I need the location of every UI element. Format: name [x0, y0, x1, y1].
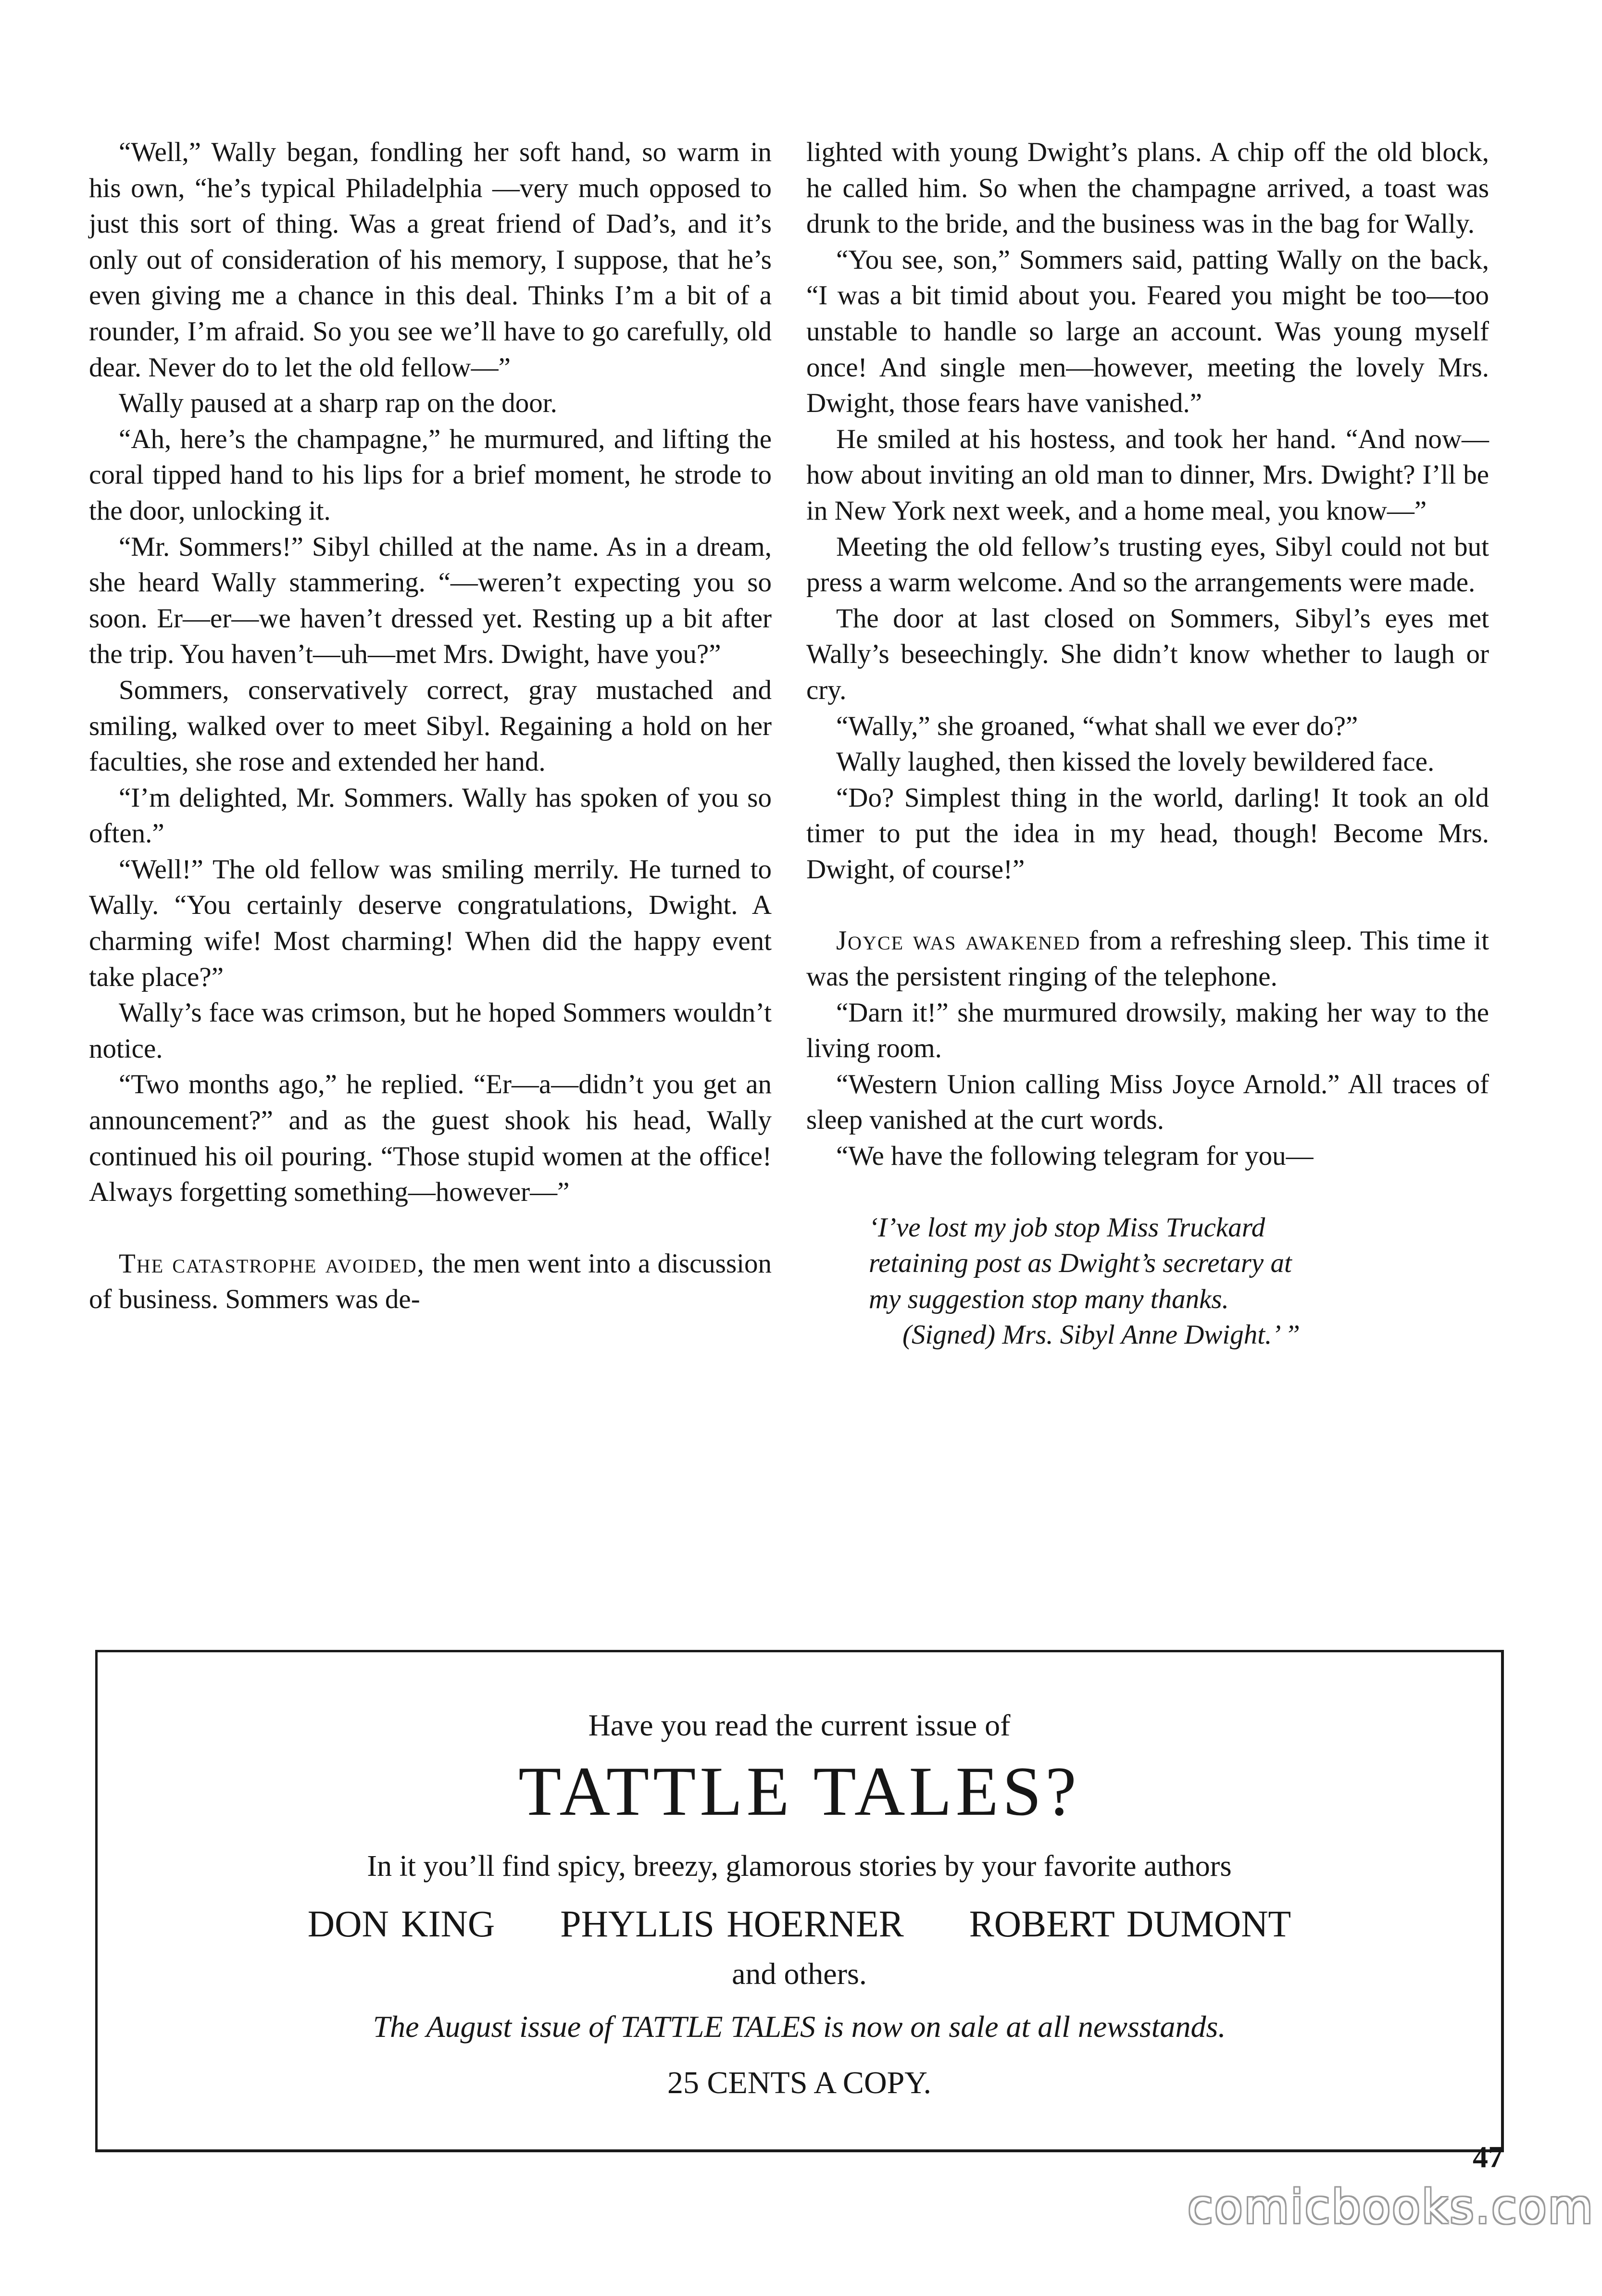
ad-author: PHYLLIS HOERNER	[560, 1903, 904, 1945]
section-text: from a refreshing sleep. This time it was the persistent ringing of the telephone.	[806, 925, 1489, 992]
paragraph: “Ah, here’s the champagne,” he murmured, and lifting the coral tipped hand to his lips for a brief moment, he strode to the door, unlocking it.	[89, 424, 772, 526]
telegram-line: retaining post as Dwight’s secretary at	[869, 1248, 1292, 1279]
ad-price: 25 CENTS A COPY.	[667, 2065, 931, 2100]
paragraph: “Well,” Wally began, fondling her soft hand, so warm in his own, “he’s typical Philadelphia —very much opposed to just this sort of thing. Was a great friend of Dad’s, and it’s only out of consideration of his memory, I suppose, that he’s even giving me a chance in this deal. Thinks I’m a bit of a rounder, I’m afraid. So you see we’ll have to go carefully, old dear. Never do to let the old fellow—”	[89, 137, 772, 383]
section-lead: The catastrophe avoided,	[119, 1248, 425, 1279]
paragraph: “Mr. Sommers!” Sibyl chilled at the name. As in a dream, she heard Wally stammering. “—weren’t expecting you so soon. Er—er—we haven’t dressed yet. Resting up a bit after the trip. You haven’t—uh—met Mrs. Dwight, have you?”	[89, 531, 772, 670]
section-break-paragraph	[806, 923, 1489, 995]
ad-author: ROBERT DUMONT	[969, 1903, 1291, 1945]
telegram-signature: (Signed) Mrs. Sibyl Anne Dwight.’ ”	[902, 1320, 1300, 1350]
telegram-line: my suggestion stop many thanks.	[869, 1284, 1229, 1314]
section-break-paragraph	[89, 1246, 772, 1318]
ad-author: DON KING	[307, 1903, 495, 1945]
page-number: 47	[1473, 2140, 1503, 2174]
paragraph: “Darn it!” she murmured drowsily, making her way to the living room.	[806, 997, 1489, 1064]
story-column-left	[89, 135, 772, 1318]
telegram-line: ‘I’ve lost my job stop Miss Truckard	[869, 1212, 1265, 1243]
ad-lead-text: Have you read the current issue of	[588, 1708, 1011, 1742]
ad-sale-line: The August issue of TATTLE TALES is now on sale at all newsstands.	[373, 2009, 1226, 2044]
paragraph: “Wally,” she groaned, “what shall we ever do?”	[836, 711, 1358, 741]
paragraph: lighted with young Dwight’s plans. A chip off the old block, he called him. So when the champagne arrived, a toast was drunk to the bride, and the business was in the bag for Wally.	[806, 137, 1489, 239]
paragraph: “Do? Simplest thing in the world, darling! It took an old timer to put the idea in my head, though! Become Mrs. Dwight, of course!”	[806, 782, 1489, 885]
paragraph: Wally paused at a sharp rap on the door.	[119, 388, 557, 419]
paragraph: Wally laughed, then kissed the lovely bewildered face.	[836, 747, 1435, 777]
paragraph: The door at last closed on Sommers, Sibyl’s eyes met Wally’s beseechingly. She didn’t know whether to laugh or cry.	[806, 603, 1489, 705]
paragraph: Sommers, conservatively correct, gray mustached and smiling, walked over to meet Sibyl. Regaining a hold on her faculties, she rose and extended her hand.	[89, 674, 772, 777]
story-column-right	[806, 135, 1489, 1353]
paragraph: Wally’s face was crimson, but he hoped Sommers wouldn’t notice.	[89, 998, 772, 1064]
paragraph: “Two months ago,” he replied. “Er—a—didn’t you get an announcement?” and as the guest shook his head, Wally continued his oil pouring. “Those stupid women at the office! Always forgetting something—however—”	[89, 1069, 772, 1208]
watermark-text: comicbooks.com	[1188, 2180, 1595, 2234]
paragraph: “I’m delighted, Mr. Sommers. Wally has spoken of you so often.”	[89, 782, 772, 849]
section-lead: Joyce was awakened	[836, 925, 1081, 956]
paragraph: Meeting the old fellow’s trusting eyes, Sibyl could not but press a warm welcome. And so the arrangements were made.	[806, 531, 1489, 598]
paragraph: “You see, son,” Sommers said, patting Wally on the back, “I was a bit timid about you. Feared you might be too—too unstable to handle so large an account. Was young myself once! And single men—however, meeting the lovely Mrs. Dwight, those fears have vanished.”	[806, 244, 1489, 419]
ad-description: In it you’ll find spicy, breezy, glamorous stories by your favorite authors	[367, 1850, 1232, 1883]
ad-author-list	[98, 1902, 1501, 1946]
ad-title: TATTLE TALES?	[518, 1752, 1080, 1830]
advertisement-box	[95, 1650, 1504, 2152]
section-text: the men went into a discussion of business. Sommers was de-	[89, 1248, 772, 1315]
paragraph: He smiled at his hostess, and took her hand. “And now—how about inviting an old man to dinner, Mrs. Dwight? I’ll be in New York next week, and a home meal, you know—”	[806, 424, 1489, 526]
paragraph: “Western Union calling Miss Joyce Arnold.” All traces of sleep vanished at the curt words.	[806, 1069, 1489, 1136]
telegram-text	[806, 1210, 1489, 1353]
paragraph: “Well!” The old fellow was smiling merrily. He turned to Wally. “You certainly deserve congratulations, Dwight. A charming wife! Most charming! When did the happy event take place?”	[89, 854, 772, 992]
ad-others-text: and others.	[732, 1957, 867, 1991]
paragraph: “We have the following telegram for you—	[836, 1141, 1314, 1172]
